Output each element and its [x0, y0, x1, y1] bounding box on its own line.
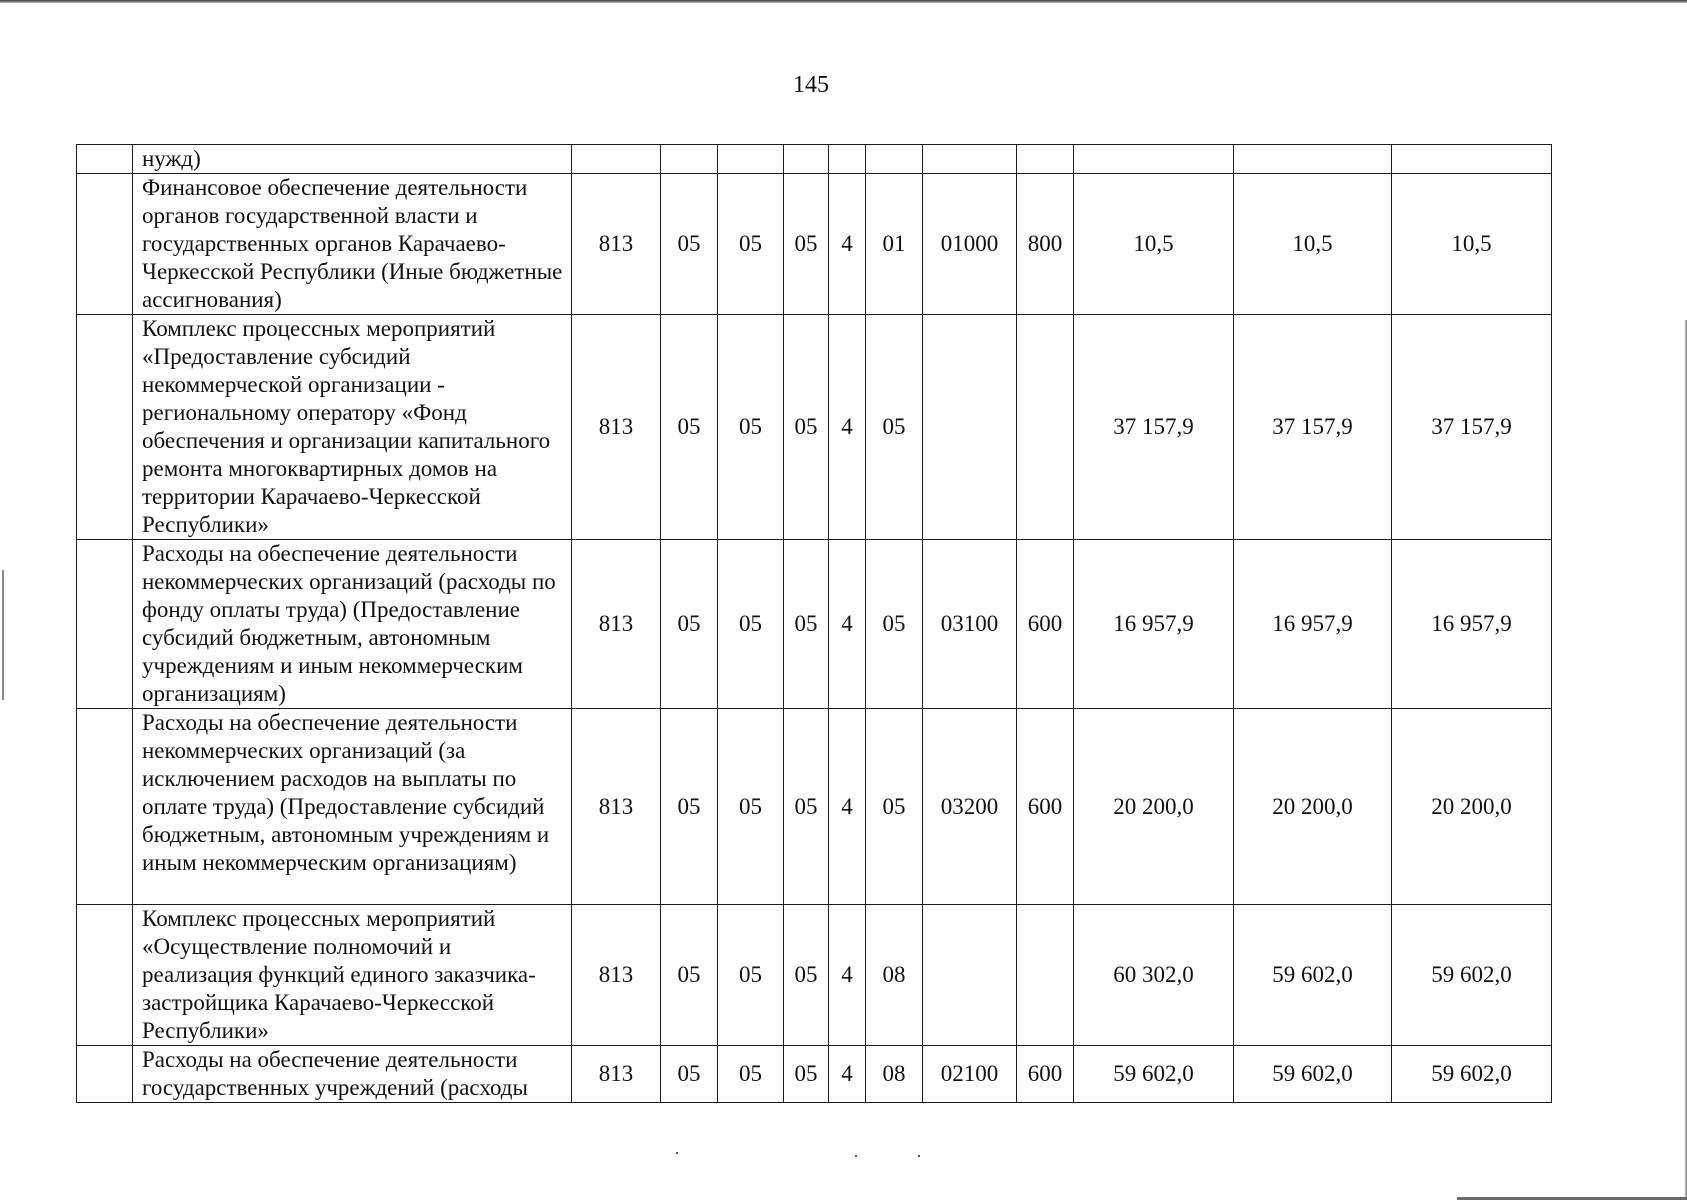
- table-row: [77, 540, 1552, 709]
- section-code-cell: 05: [661, 315, 718, 540]
- scan-edge-top: [0, 0, 1687, 3]
- amount-year3-cell: [1392, 145, 1552, 174]
- item-name-cell: Расходы на обеспечение деятельности некоммерческих организаций (расходы по фонду оплаты труда) (Предоставление субсидий бюджетным, автономным учреждениям и иным некоммерческим организациям): [133, 540, 572, 709]
- table-row: [77, 709, 1552, 905]
- activity-code-cell: 01: [866, 174, 923, 315]
- dept-code-cell: [572, 145, 661, 174]
- amount-year3-cell: 16 957,9: [1392, 540, 1552, 709]
- activity-code-cell: 05: [866, 540, 923, 709]
- program-code-cell: 05: [784, 540, 829, 709]
- amount-year1-cell: 10,5: [1074, 174, 1234, 315]
- subsection-code-cell: 05: [718, 709, 784, 905]
- subsection-code-cell: 05: [718, 174, 784, 315]
- subprogram-code-cell: 4: [829, 540, 866, 709]
- table-row: [77, 1046, 1552, 1103]
- amount-year1-cell: 59 602,0: [1074, 1046, 1234, 1103]
- item-name-cell: Расходы на обеспечение деятельности некоммерческих организаций (за исключением расходов на выплаты по оплате труда) (Предоставление субсидий бюджетным, автономным учреждениям и иным некоммерческим организациям): [133, 709, 572, 905]
- table-body: [77, 145, 1552, 1103]
- amount-year2-cell: 37 157,9: [1234, 315, 1392, 540]
- amount-year3-cell: 37 157,9: [1392, 315, 1552, 540]
- dept-code-cell: 813: [572, 1046, 661, 1103]
- amount-year3-cell: 20 200,0: [1392, 709, 1552, 905]
- row-number-cell: [77, 905, 133, 1046]
- expense-type-cell: 600: [1017, 1046, 1074, 1103]
- program-code-cell: 05: [784, 905, 829, 1046]
- activity-code-cell: 05: [866, 709, 923, 905]
- dept-code-cell: 813: [572, 174, 661, 315]
- amount-year1-cell: 20 200,0: [1074, 709, 1234, 905]
- amount-year2-cell: 10,5: [1234, 174, 1392, 315]
- direction-code-cell: [923, 905, 1017, 1046]
- amount-year1-cell: 60 302,0: [1074, 905, 1234, 1046]
- page-number: 145: [793, 72, 829, 98]
- section-code-cell: 05: [661, 540, 718, 709]
- section-code-cell: 05: [661, 709, 718, 905]
- subsection-code-cell: [718, 145, 784, 174]
- row-number-cell: [77, 145, 133, 174]
- amount-year1-cell: 16 957,9: [1074, 540, 1234, 709]
- expense-type-cell: 800: [1017, 174, 1074, 315]
- amount-year2-cell: 20 200,0: [1234, 709, 1392, 905]
- expense-type-cell: [1017, 905, 1074, 1046]
- dept-code-cell: 813: [572, 315, 661, 540]
- scan-speck: [855, 1155, 857, 1157]
- amount-year1-cell: 37 157,9: [1074, 315, 1234, 540]
- program-code-cell: 05: [784, 1046, 829, 1103]
- section-code-cell: 05: [661, 174, 718, 315]
- row-number-cell: [77, 315, 133, 540]
- subprogram-code-cell: 4: [829, 905, 866, 1046]
- table-row: [77, 315, 1552, 540]
- activity-code-cell: 08: [866, 1046, 923, 1103]
- expense-type-cell: 600: [1017, 709, 1074, 905]
- amount-year3-cell: 59 602,0: [1392, 905, 1552, 1046]
- section-code-cell: 05: [661, 1046, 718, 1103]
- subsection-code-cell: 05: [718, 1046, 784, 1103]
- subprogram-code-cell: [829, 145, 866, 174]
- direction-code-cell: 02100: [923, 1046, 1017, 1103]
- activity-code-cell: 05: [866, 315, 923, 540]
- row-number-cell: [77, 174, 133, 315]
- program-code-cell: 05: [784, 709, 829, 905]
- section-code-cell: [661, 145, 718, 174]
- direction-code-cell: [923, 145, 1017, 174]
- dept-code-cell: 813: [572, 540, 661, 709]
- direction-code-cell: 03100: [923, 540, 1017, 709]
- dept-code-cell: 813: [572, 905, 661, 1046]
- row-number-cell: [77, 709, 133, 905]
- budget-table: [76, 144, 1552, 1103]
- program-code-cell: 05: [784, 174, 829, 315]
- scan-edge-left: [2, 570, 4, 700]
- table-row: [77, 905, 1552, 1046]
- expense-type-cell: [1017, 315, 1074, 540]
- direction-code-cell: 01000: [923, 174, 1017, 315]
- dept-code-cell: 813: [572, 709, 661, 905]
- item-name-cell: Комплекс процессных мероприятий «Предоставление субсидий некоммерческой организации - региональному оператору «Фонд обеспечения и организации капитального ремонта многоквартирных домов на территории Карачаево-Черкесской Республики»: [133, 315, 572, 540]
- amount-year2-cell: 59 602,0: [1234, 1046, 1392, 1103]
- amount-year2-cell: 16 957,9: [1234, 540, 1392, 709]
- item-name-cell: Финансовое обеспечение деятельности органов государственной власти и государственных органов Карачаево-Черкесской Республики (Иные бюджетные ассигнования): [133, 174, 572, 315]
- expense-type-cell: 600: [1017, 540, 1074, 709]
- direction-code-cell: 03200: [923, 709, 1017, 905]
- row-number-cell: [77, 1046, 133, 1103]
- amount-year1-cell: [1074, 145, 1234, 174]
- activity-code-cell: [866, 145, 923, 174]
- subsection-code-cell: 05: [718, 315, 784, 540]
- program-code-cell: 05: [784, 315, 829, 540]
- section-code-cell: 05: [661, 905, 718, 1046]
- subprogram-code-cell: 4: [829, 709, 866, 905]
- amount-year3-cell: 10,5: [1392, 174, 1552, 315]
- amount-year2-cell: 59 602,0: [1234, 905, 1392, 1046]
- expense-type-cell: [1017, 145, 1074, 174]
- subprogram-code-cell: 4: [829, 315, 866, 540]
- activity-code-cell: 08: [866, 905, 923, 1046]
- subprogram-code-cell: 4: [829, 1046, 866, 1103]
- subprogram-code-cell: 4: [829, 174, 866, 315]
- subsection-code-cell: 05: [718, 905, 784, 1046]
- scan-speck: [676, 1152, 678, 1154]
- item-name-cell: нужд): [133, 145, 572, 174]
- table-row: [77, 145, 1552, 174]
- subsection-code-cell: 05: [718, 540, 784, 709]
- item-name-cell: Комплекс процессных мероприятий «Осуществление полномочий и реализация функций единого заказчика-застройщика Карачаево-Черкесской Республики»: [133, 905, 572, 1046]
- item-name-cell: Расходы на обеспечение деятельности государственных учреждений (расходы: [133, 1046, 572, 1103]
- table-row: [77, 174, 1552, 315]
- program-code-cell: [784, 145, 829, 174]
- amount-year2-cell: [1234, 145, 1392, 174]
- row-number-cell: [77, 540, 133, 709]
- amount-year3-cell: 59 602,0: [1392, 1046, 1552, 1103]
- direction-code-cell: [923, 315, 1017, 540]
- scan-speck: [918, 1155, 920, 1157]
